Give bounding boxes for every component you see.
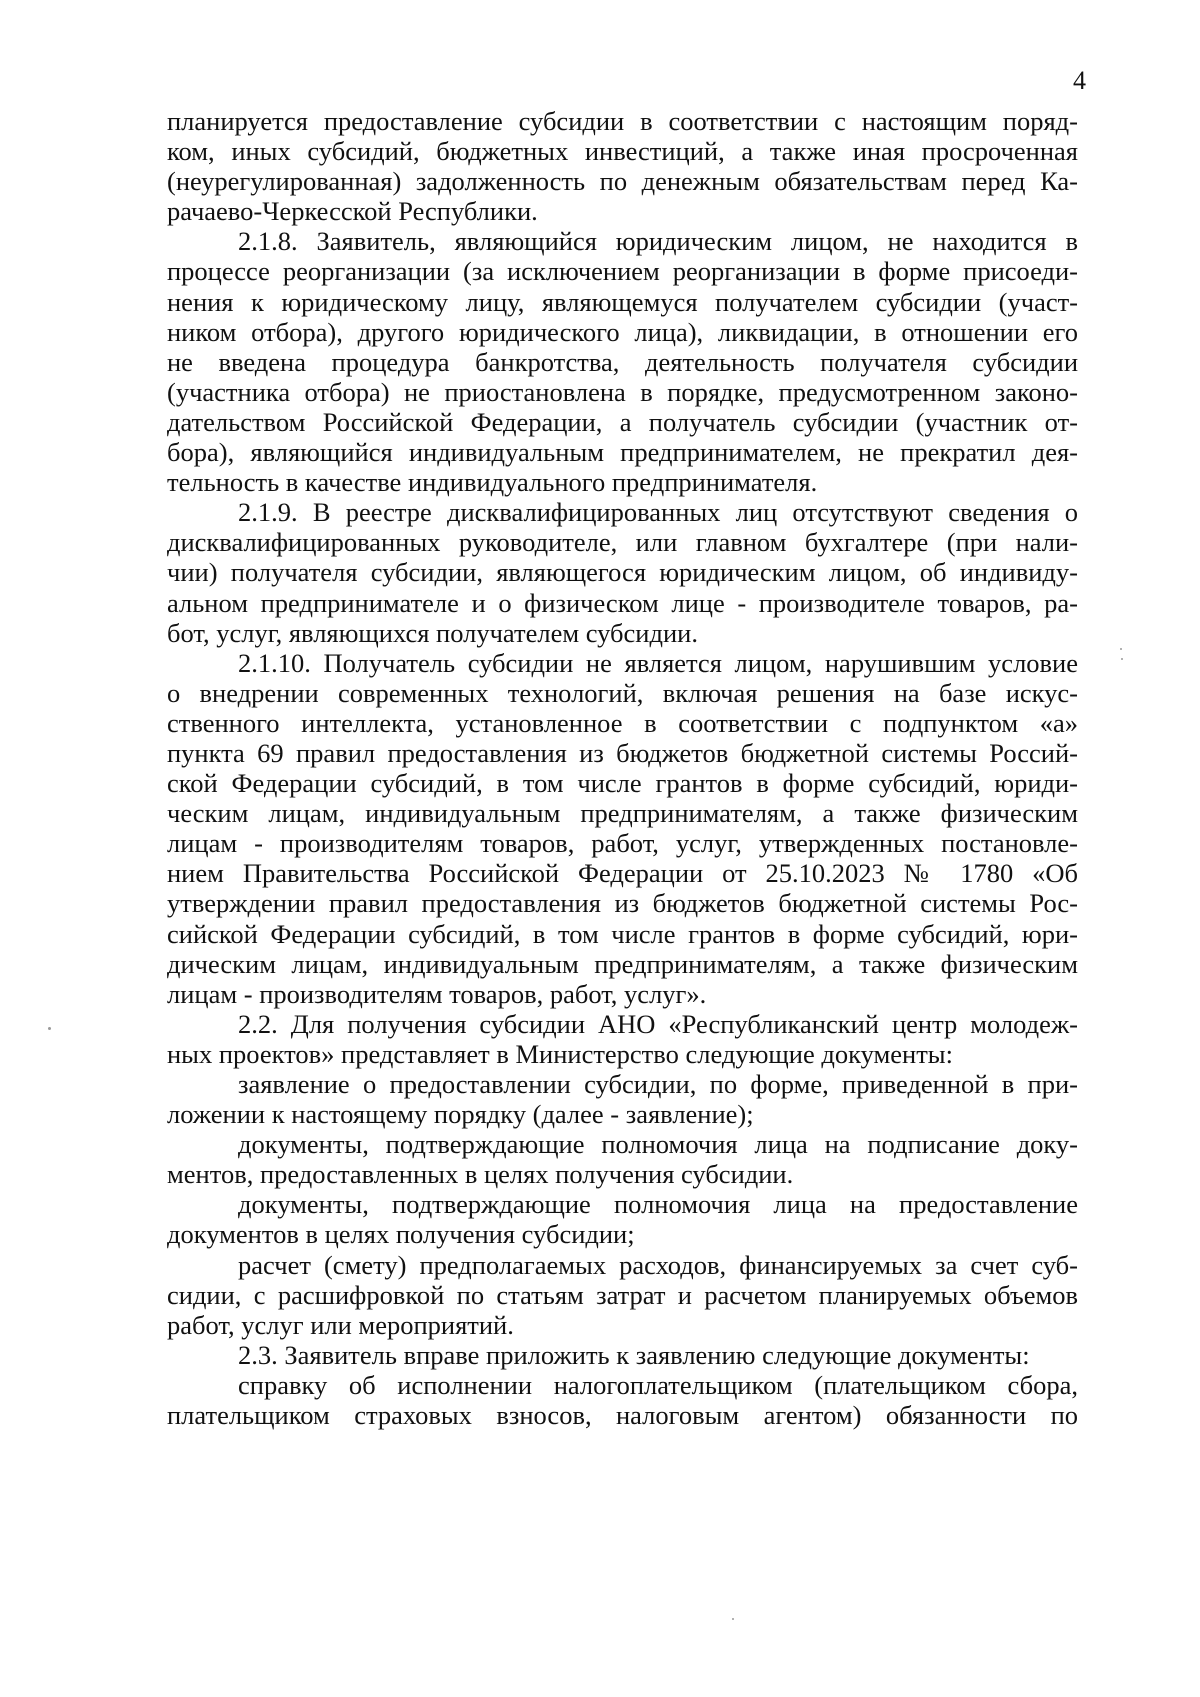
text-line: о внедрении современных технологий, включая решения на базе искус- <box>167 677 1078 708</box>
text-line: 2.1.10. Получатель субсидии не является лицом, нарушившим условие <box>238 647 1078 678</box>
text-line: пункта 69 правил предоставления из бюджетов бюджетной системы Россий- <box>167 737 1078 768</box>
text-line: документы, подтверждающие полномочия лица на предоставление <box>238 1189 1078 1220</box>
text-line: 2.1.8. Заявитель, являющийся юридическим лицом, не находится в <box>238 226 1078 257</box>
text-line: дическим лицам, индивидуальным предпринимателям, а также физическим <box>167 948 1078 979</box>
text-line: 2.1.9. В реестре дисквалифицированных лиц отсутствуют сведения о <box>238 497 1078 528</box>
text-line: (неурегулированная) задолженность по денежным обязательствам перед Ка- <box>167 166 1078 197</box>
text-line: ственного интеллекта, установленное в соответствии с подпунктом «а» <box>167 707 1078 738</box>
text-line: ментов, предоставленных в целях получения субсидии. <box>167 1159 794 1190</box>
text-line: дательством Российской Федерации, а получатель субсидии (участник от- <box>167 406 1078 437</box>
text-line: документов в целях получения субсидии; <box>167 1219 635 1250</box>
text-line: утверждении правил предоставления из бюджетов бюджетной системы Рос- <box>167 888 1078 919</box>
scan-speck <box>1121 658 1123 660</box>
text-line: ником отбора), другого юридического лица), ликвидации, в отношении его <box>167 316 1078 347</box>
text-line: дисквалифицированных руководителе, или главном бухгалтере (при нали- <box>167 527 1078 558</box>
text-line: плательщиком страховых взносов, налоговым агентом) обязанности по <box>167 1400 1078 1431</box>
text-line: заявление о предоставлении субсидии, по форме, приведенной в при- <box>238 1069 1078 1099</box>
document-body <box>167 106 1078 1430</box>
page-number: 4 <box>1073 66 1086 95</box>
text-line: нения к юридическому лицу, являющемуся получателем субсидии (участ- <box>167 286 1078 317</box>
text-line: документы, подтверждающие полномочия лица на подписание доку- <box>238 1129 1078 1160</box>
text-line: тельность в качестве индивидуального предпринимателя. <box>167 467 818 498</box>
text-line: планируется предоставление субсидии в соответствии с настоящим поряд- <box>167 106 1078 136</box>
text-line: ных проектов» представляет в Министерство следующие документы: <box>167 1038 953 1069</box>
text-line: лицам - производителям товаров, работ, услуг». <box>167 978 707 1009</box>
text-line: расчет (смету) предполагаемых расходов, финансируемых за счет суб- <box>238 1249 1078 1280</box>
text-line: ской Федерации субсидий, в том числе грантов в форме субсидий, юриди- <box>167 768 1078 799</box>
scan-speck <box>48 1027 51 1030</box>
text-line: сидии, с расшифровкой по статьям затрат и расчетом планируемых объемов <box>167 1279 1078 1310</box>
text-line: не введена процедура банкротства, деятельность получателя субсидии <box>167 346 1078 377</box>
text-line: работ, услуг или мероприятий. <box>167 1309 514 1340</box>
text-line: (участника отбора) не приостановлена в порядке, предусмотренном законо- <box>167 376 1078 407</box>
text-line: альном предпринимателе и о физическом лице - производителе товаров, ра- <box>167 587 1078 618</box>
scan-speck <box>732 1618 734 1620</box>
text-line: 2.2. Для получения субсидии АНО «Республиканский центр молодеж- <box>238 1008 1078 1039</box>
text-line: 2.3. Заявитель вправе приложить к заявлению следующие документы: <box>238 1339 1030 1370</box>
text-line: рачаево-Черкесской Республики. <box>167 196 538 227</box>
text-line: процессе реорганизации (за исключением реорганизации в форме присоеди- <box>167 256 1078 287</box>
text-line: бот, услуг, являющихся получателем субсидии. <box>167 617 698 648</box>
text-line: нием Правительства Российской Федерации от 25.10.2023 № 1780 «Об <box>167 858 1078 889</box>
text-line: лицам - производителям товаров, работ, услуг, утвержденных постановле- <box>167 828 1078 859</box>
text-line: справку об исполнении налогоплательщиком (плательщиком сбора, <box>238 1369 1078 1400</box>
text-line: бора), являющийся индивидуальным предпринимателем, не прекратил дея- <box>167 437 1078 468</box>
text-line: ложении к настоящему порядку (далее - заявление); <box>167 1099 754 1130</box>
text-line: сийской Федерации субсидий, в том числе грантов в форме субсидий, юри- <box>167 918 1078 949</box>
scan-speck <box>1120 648 1122 650</box>
text-line: ческим лицам, индивидуальным предпринимателям, а также физическим <box>167 798 1078 829</box>
text-line: чии) получателя субсидии, являющегося юридическим лицом, об индивиду- <box>167 557 1078 588</box>
text-line: ком, иных субсидий, бюджетных инвестиций, а также иная просроченная <box>167 136 1078 167</box>
